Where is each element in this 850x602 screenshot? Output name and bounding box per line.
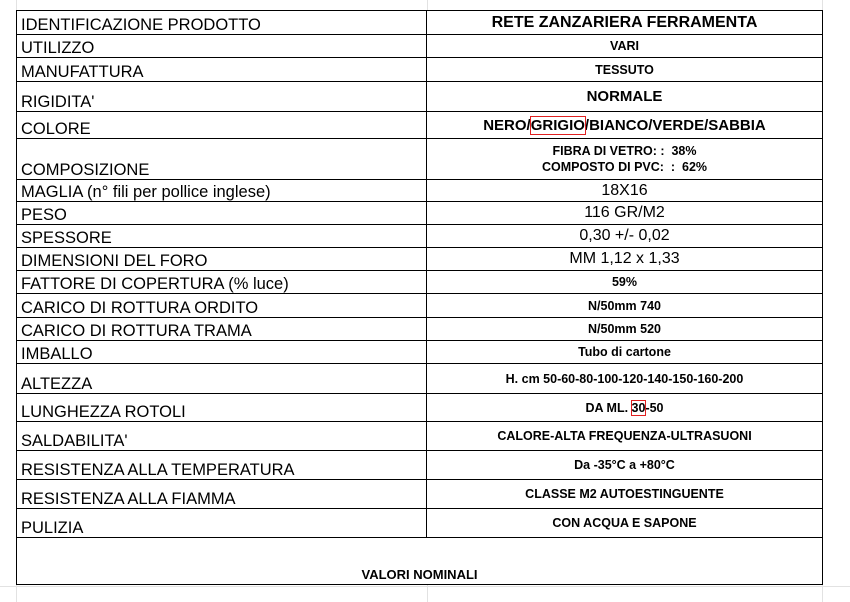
spec-value: CON ACQUA E SAPONE xyxy=(427,509,823,538)
value-line: COMPOSTO DI PVC: : 62% xyxy=(541,160,708,174)
sheet-gridline xyxy=(0,586,850,587)
spec-label: CARICO DI ROTTURA TRAMA xyxy=(17,318,427,341)
table-row xyxy=(17,422,823,451)
spec-label: IMBALLO xyxy=(17,341,427,364)
spec-label: MAGLIA (n° fili per pollice inglese) xyxy=(17,180,427,202)
product-spec-table xyxy=(16,10,823,585)
spec-value: TESSUTO xyxy=(427,58,823,82)
spec-value: N/50mm 740 xyxy=(427,294,823,318)
table-row xyxy=(17,58,823,82)
value-part: DA ML. xyxy=(585,400,632,415)
spec-label: DIMENSIONI DEL FORO xyxy=(17,248,427,271)
spec-value: Da -35°C a +80°C xyxy=(427,451,823,480)
highlighted-value: 30 xyxy=(631,400,646,415)
spec-value: 0,30 +/- 0,02 xyxy=(427,225,823,248)
value-part: NERO/ xyxy=(483,116,531,134)
spec-label: PESO xyxy=(17,202,427,225)
spec-value: CALORE-ALTA FREQUENZA-ULTRASUONI xyxy=(427,422,823,451)
spec-label: UTILIZZO xyxy=(17,35,427,58)
table-row xyxy=(17,82,823,112)
spec-value: VARI xyxy=(427,35,823,58)
spec-value xyxy=(427,112,823,139)
spec-label: SPESSORE xyxy=(17,225,427,248)
table-row xyxy=(17,509,823,538)
table-row xyxy=(17,248,823,271)
spec-label: COMPOSIZIONE xyxy=(17,139,427,180)
spec-label: CARICO DI ROTTURA ORDITO xyxy=(17,294,427,318)
spec-value: 59% xyxy=(427,271,823,294)
table-row xyxy=(17,294,823,318)
table-row xyxy=(17,112,823,139)
spec-value: N/50mm 520 xyxy=(427,318,823,341)
spec-label: MANUFATTURA xyxy=(17,58,427,82)
spec-label: IDENTIFICAZIONE PRODOTTO xyxy=(17,11,427,35)
value-part: -50 xyxy=(645,400,664,415)
table-row xyxy=(17,180,823,202)
spec-label: RESISTENZA ALLA FIAMMA xyxy=(17,480,427,509)
table-row xyxy=(17,318,823,341)
spec-label: LUNGHEZZA ROTOLI xyxy=(17,394,427,422)
value-line: FIBRA DI VETRO: : 38% xyxy=(552,144,697,158)
table-row xyxy=(17,480,823,509)
spec-label: COLORE xyxy=(17,112,427,139)
table-row xyxy=(17,364,823,394)
spec-label: FATTORE DI COPERTURA (% luce) xyxy=(17,271,427,294)
table-row xyxy=(17,538,823,585)
table-row xyxy=(17,394,823,422)
table-row xyxy=(17,341,823,364)
spec-value: NORMALE xyxy=(427,82,823,112)
table-row xyxy=(17,11,823,35)
table-row xyxy=(17,271,823,294)
table-row xyxy=(17,139,823,180)
table-row xyxy=(17,35,823,58)
table-row xyxy=(17,225,823,248)
footer-note: VALORI NOMINALI xyxy=(17,538,823,585)
spec-label: RIGIDITA' xyxy=(17,82,427,112)
spec-value: Tubo di cartone xyxy=(427,341,823,364)
spec-label: ALTEZZA xyxy=(17,364,427,394)
spec-value: 18X16 xyxy=(427,180,823,202)
spec-label: RESISTENZA ALLA TEMPERATURA xyxy=(17,451,427,480)
spec-label: SALDABILITA' xyxy=(17,422,427,451)
spec-value: H. cm 50-60-80-100-120-140-150-160-200 xyxy=(427,364,823,394)
spec-value: MM 1,12 x 1,33 xyxy=(427,248,823,271)
spec-value: CLASSE M2 AUTOESTINGUENTE xyxy=(427,480,823,509)
spec-value: 116 GR/M2 xyxy=(427,202,823,225)
spec-value xyxy=(427,394,823,422)
spec-value xyxy=(427,139,823,180)
table-row xyxy=(17,202,823,225)
table-row xyxy=(17,451,823,480)
spec-value: RETE ZANZARIERA FERRAMENTA xyxy=(427,11,823,35)
highlighted-value: GRIGIO xyxy=(530,116,585,134)
value-part: /BIANCO/VERDE/SABBIA xyxy=(584,116,766,134)
spec-label: PULIZIA xyxy=(17,509,427,538)
